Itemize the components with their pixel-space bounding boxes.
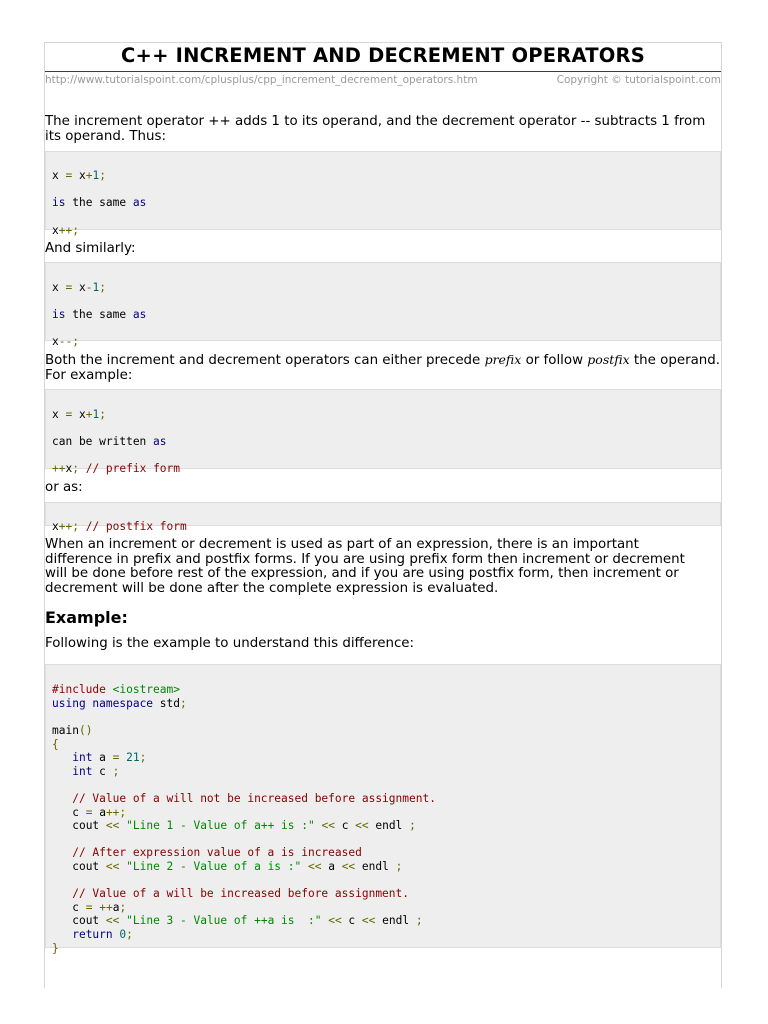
copyright-text: Copyright © tutorialspoint.com [556, 74, 721, 86]
similarly-paragraph: And similarly: [45, 240, 136, 256]
code-line: c = ++a; [72, 900, 127, 914]
intro-line-1: The increment operator ++ adds 1 to its operand, and the decrement operator -- subtracts 1 from [45, 114, 706, 129]
code-line: int c ; [72, 764, 120, 778]
code-line: c = a++; [72, 805, 127, 819]
code-line: // Value of a will not be increased before assignment. [72, 792, 436, 806]
code-line: x++; // postfix form [52, 520, 187, 534]
code-line: x = x+1; [52, 407, 106, 421]
code-line: main() [52, 724, 93, 738]
main-content [45, 114, 721, 955]
expression-paragraph: When an increment or decrement is used as part of an expression, there is an important difference in prefix and postfix forms. If you are using prefix form then increment or decrement will be done before rest of the expression, and if you are using postfix form, then increment or decrement will be done after the complete expression is evaluated. [45, 536, 685, 597]
code-line: x--; [52, 335, 79, 349]
code-line: return 0; [72, 928, 133, 942]
code-block-2 [45, 262, 721, 349]
example-intro: Following is the example to understand this difference: [45, 635, 415, 651]
code-line: // Value of a will be increased before assignment. [72, 887, 409, 901]
example-heading: Example: [45, 607, 128, 627]
code-block-4 [45, 502, 721, 534]
code-line: cout << "Line 2 - Value of a is :" << a << endl ; [72, 860, 403, 874]
code-line: // After expression value of a is increased [72, 846, 362, 860]
postfix-term: postfix [587, 352, 630, 368]
page-title: C++ INCREMENT AND DECREMENT OPERATORS [121, 44, 645, 67]
code-line: } [52, 941, 59, 955]
code-line: #include <iostream> [52, 683, 180, 697]
source-bar [45, 72, 721, 88]
code-line: x = x-1; [52, 280, 106, 294]
code-line: { [52, 737, 59, 751]
code-line: is the same as [52, 308, 147, 322]
code-line: can be written as [52, 434, 167, 448]
intro-paragraph [45, 115, 721, 145]
code-line: ++x; // prefix form [52, 461, 181, 475]
prefix-term: prefix [484, 352, 522, 368]
code-line: cout << "Line 3 - Value of ++a is :" << c << endl ; [72, 914, 423, 928]
or-as-paragraph: or as: [45, 479, 83, 495]
code-block-example [45, 664, 721, 955]
code-line: x = x+1; [52, 169, 106, 183]
code-line: cout << "Line 1 - Value of a++ is :" << c << endl ; [72, 819, 416, 833]
code-block-1 [45, 151, 721, 237]
intro-line-2: its operand. Thus: [45, 128, 166, 144]
source-url[interactable]: http://www.tutorialspoint.com/cplusplus/cpp_increment_decrement_operators.htm [45, 74, 478, 86]
document-page [44, 42, 722, 988]
code-line: int a = 21; [72, 751, 147, 765]
code-line: is the same as [52, 196, 147, 210]
code-line: using namespace std; [52, 696, 187, 710]
code-block-3 [45, 389, 721, 475]
prefix-postfix-paragraph: Both the increment and decrement operators can either precede prefix or follow postfix the operand. For example: [45, 352, 721, 384]
code-line: x++; [52, 223, 79, 237]
